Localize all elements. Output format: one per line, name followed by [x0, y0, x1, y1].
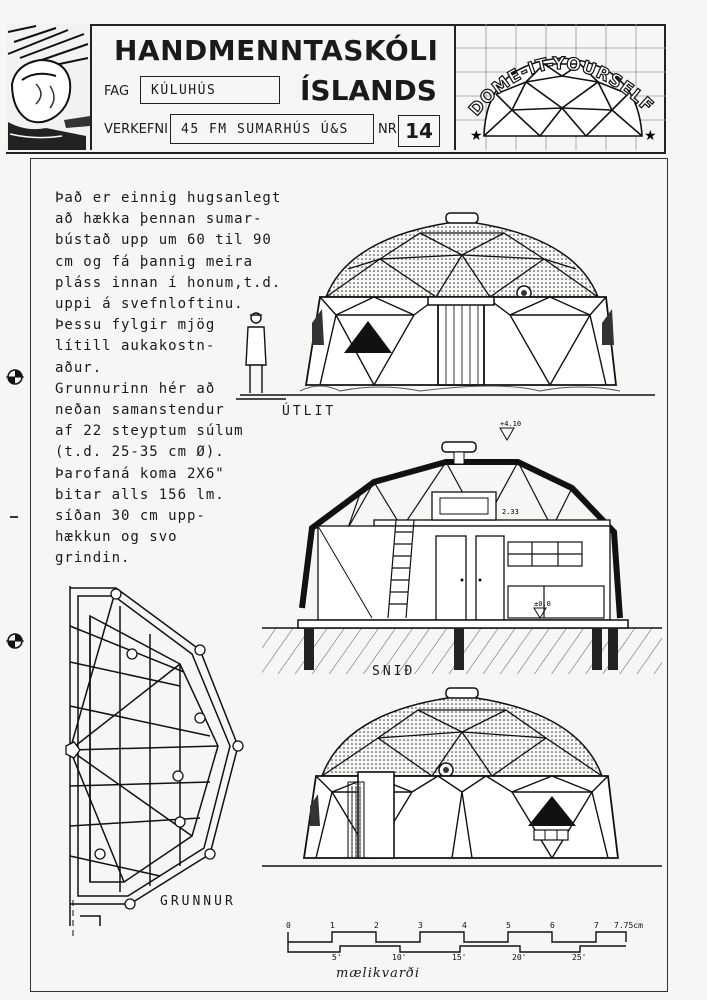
plan-dashed-line	[70, 900, 76, 940]
dome-it-yourself-logo	[454, 24, 666, 150]
description-line: af 22 steyptum súlum	[55, 423, 244, 440]
fold-mark	[10, 516, 18, 518]
school-title-line1: HANDMENNTASKÓLI	[114, 34, 439, 67]
verkefni-label: VERKEFNI	[104, 122, 168, 137]
section-caption: SNIÐ	[372, 664, 416, 679]
description-line: aður.	[55, 359, 103, 376]
foundation-plan	[60, 586, 260, 946]
dome-logo-text: DOME-IT-YOURSELF	[465, 53, 658, 121]
scale-meter-label: 0	[286, 921, 291, 930]
description-line: Þessu fylgir mjög	[55, 317, 216, 334]
description-line: hækkun og svo	[55, 529, 178, 546]
level-floor-label: ±0.0	[534, 600, 551, 608]
description-line: (t.d. 25-35 cm Ø).	[55, 444, 225, 461]
scale-meter-label: 3	[418, 921, 423, 930]
description-line: grindin.	[55, 550, 131, 567]
description-line: að hækka þennan sumar-	[55, 211, 263, 228]
description-line: bitar alls 156 lm.	[55, 486, 225, 503]
school-title-line2: ÍSLANDS	[300, 74, 437, 107]
scale-meter-label: 4	[462, 921, 467, 930]
description-line: pláss innan í honum,t.d.	[55, 274, 282, 291]
scale-meter-label: 2	[374, 921, 379, 930]
scale-feet-label: 20'	[512, 953, 527, 962]
school-logo	[6, 24, 92, 150]
level-loft-label: 2.33	[502, 508, 519, 516]
scale-unit-label: 7.75cm	[614, 921, 643, 930]
description-line: lítill aukakostn-	[55, 338, 216, 355]
plan-caption: GRUNNUR	[160, 894, 236, 909]
elevation-drawing	[240, 205, 660, 425]
description-line: Þarofaná koma 2X6"	[55, 465, 225, 482]
description-line: síðan 30 cm upp-	[55, 508, 206, 525]
description-line: cm og fá þannig meira	[55, 253, 254, 270]
verkefni-value: 45 FM SUMARHÚS Ú&S	[181, 121, 349, 137]
description-line: bústað upp um 60 til 90	[55, 232, 272, 249]
nr-box	[398, 115, 440, 147]
fag-field	[140, 76, 280, 104]
scale-figure	[246, 313, 266, 393]
fag-value: KÚLUHÚS	[151, 82, 217, 98]
verkefni-field	[170, 114, 374, 144]
binding-mark-top	[6, 368, 24, 390]
description-line: Grunnurinn hér að	[55, 380, 216, 397]
svg-text:★: ★	[470, 128, 483, 144]
description-line: neðan samanstendur	[55, 402, 225, 419]
nr-value: 14	[405, 119, 433, 143]
binding-mark-bottom	[6, 632, 24, 654]
elevation-caption: ÚTLIT	[282, 404, 337, 419]
elevation-drawing-2	[262, 686, 662, 876]
nr-label: NR	[378, 122, 397, 137]
scale-meter-label: 6	[550, 921, 555, 930]
elevation-caption-rule	[236, 398, 286, 401]
scale-caption: mælikvarði	[336, 966, 421, 981]
svg-text:★: ★	[644, 128, 657, 144]
level-top-label: +4.10	[500, 420, 522, 428]
scale-feet-label: 5'	[332, 953, 342, 962]
description-line: uppi á svefnloftinu.	[55, 296, 244, 313]
fag-label: FAG	[104, 84, 130, 99]
title-area	[98, 24, 454, 150]
section-drawing	[262, 420, 662, 678]
scale-meter-label: 7	[594, 921, 599, 930]
scale-meter-label: 5	[506, 921, 511, 930]
scale-feet-label: 25'	[572, 953, 587, 962]
scale-meter-label: 1	[330, 921, 335, 930]
scale-bar	[280, 918, 650, 962]
description-line: Það er einnig hugsanlegt	[55, 190, 282, 206]
scale-feet-label: 15'	[452, 953, 467, 962]
scale-feet-label: 10'	[392, 953, 407, 962]
